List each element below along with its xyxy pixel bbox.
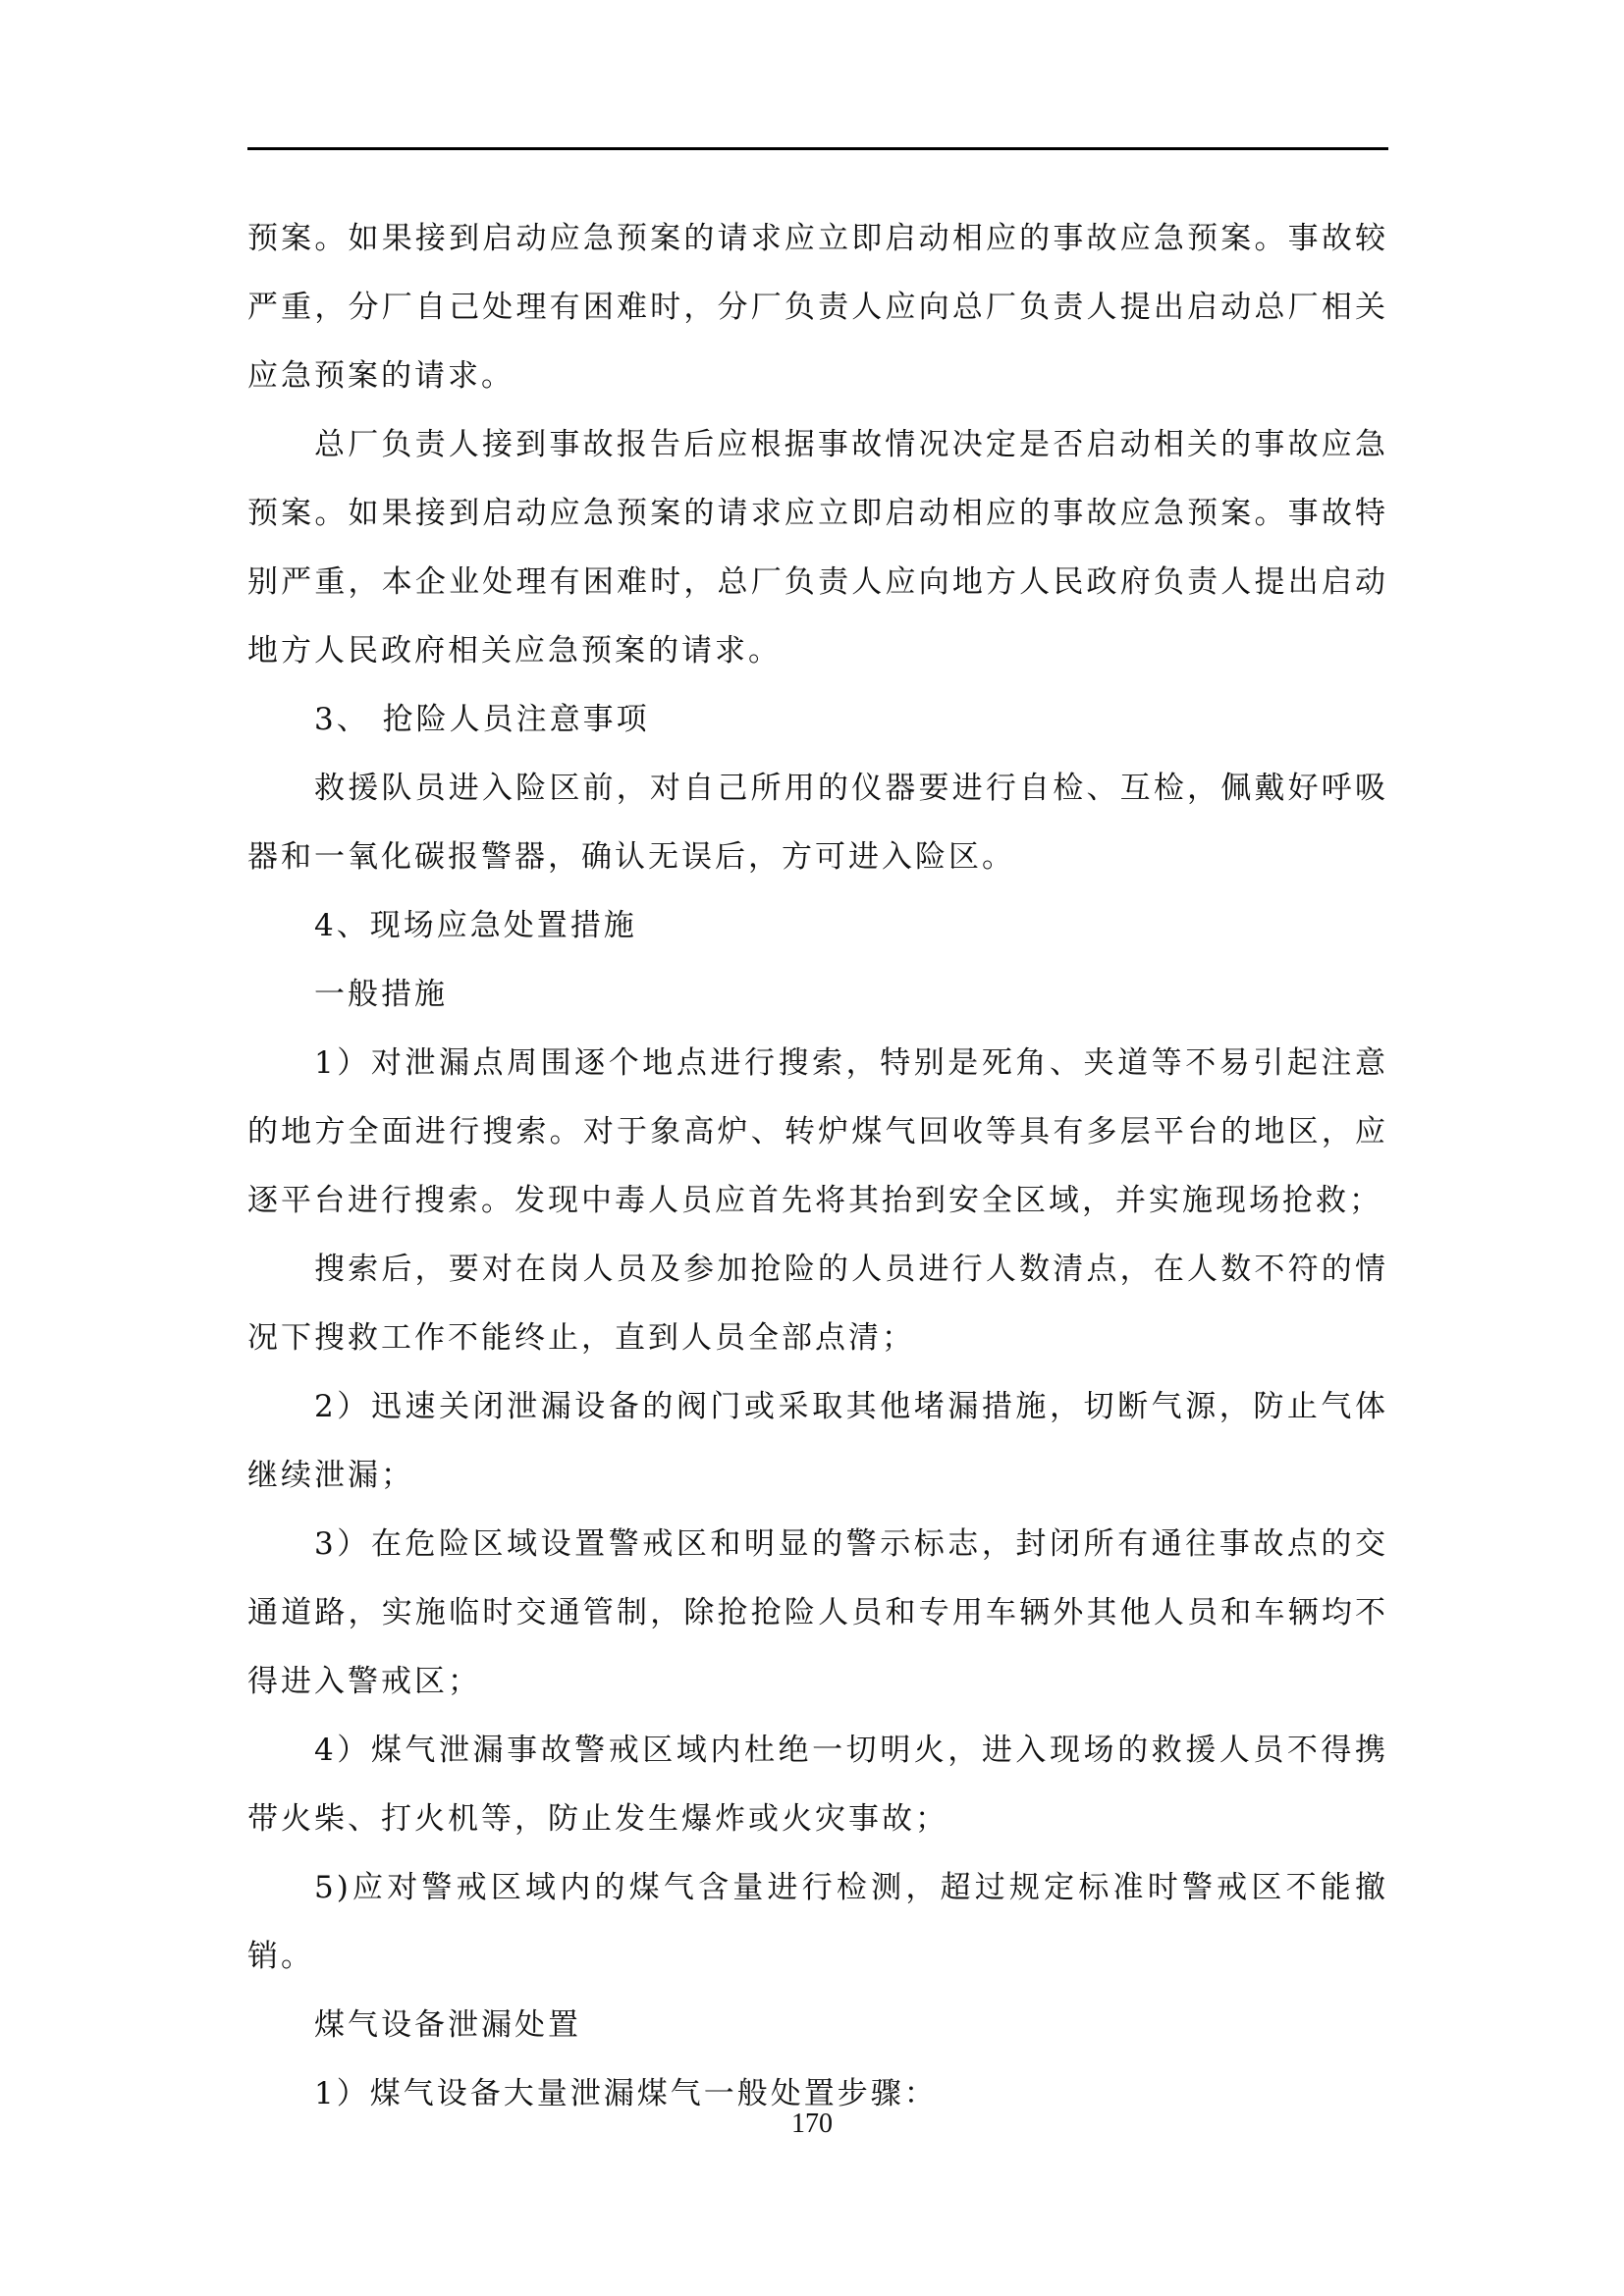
list-item: 5)应对警戒区域内的煤气含量进行检测，超过规定标准时警戒区不能撤销。 <box>247 1870 1388 1974</box>
section-heading: 4、现场应急处置措施 <box>314 908 637 943</box>
list-item: 2）迅速关闭泄漏设备的阀门或采取其他堵漏措施，切断气源，防止气体继续泄漏； <box>247 1389 1388 1493</box>
paragraph: 总厂负责人接到事故报告后应根据事故情况决定是否启动相关的事故应急预案。如果接到启动应急预案的请求应立即启动相应的事故应急预案。事故特别严重，本企业处理有困难时，总厂负责人应向地方人民政府负责人提出启动地方人民政府相关应急预案的请求。 <box>247 427 1388 668</box>
body-text <box>247 204 1388 2128</box>
list-item: 3）在危险区域设置警戒区和明显的警示标志，封闭所有通往事故点的交通道路，实施临时交通管制，除抢抢险人员和专用车辆外其他人员和车辆均不得进入警戒区； <box>247 1526 1388 1699</box>
paragraph: 救援队员进入险区前，对自己所用的仪器要进行自检、互检，佩戴好呼吸器和一氧化碳报警器，确认无误后，方可进入险区。 <box>247 771 1388 875</box>
list-item: 1）煤气设备大量泄漏煤气一般处置步骤： <box>314 2076 938 2111</box>
list-item: 4）煤气泄漏事故警戒区域内杜绝一切明火，进入现场的救援人员不得携带火柴、打火机等，防止发生爆炸或火灾事故； <box>247 1733 1388 1837</box>
subsection-heading: 一般措施 <box>314 977 448 1012</box>
list-item: 1）对泄漏点周围逐个地点进行搜索，特别是死角、夹道等不易引起注意的地方全面进行搜索。对于象高炉、转炉煤气回收等具有多层平台的地区，应逐平台进行搜索。发现中毒人员应首先将其抬到安全区域，并实施现场抢救； <box>247 1045 1388 1218</box>
header-rule <box>247 147 1388 150</box>
paragraph: 预案。如果接到启动应急预案的请求应立即启动相应的事故应急预案。事故较严重，分厂自己处理有困难时，分厂负责人应向总厂负责人提出启动总厂相关应急预案的请求。 <box>247 221 1388 394</box>
section-heading: 3、 抢险人员注意事项 <box>314 702 650 737</box>
page-number: 170 <box>791 2109 833 2139</box>
subsection-heading: 煤气设备泄漏处置 <box>314 2007 581 2043</box>
paragraph: 搜索后，要对在岗人员及参加抢险的人员进行人数清点，在人数不符的情况下搜救工作不能终止，直到人员全部点清； <box>247 1252 1388 1356</box>
